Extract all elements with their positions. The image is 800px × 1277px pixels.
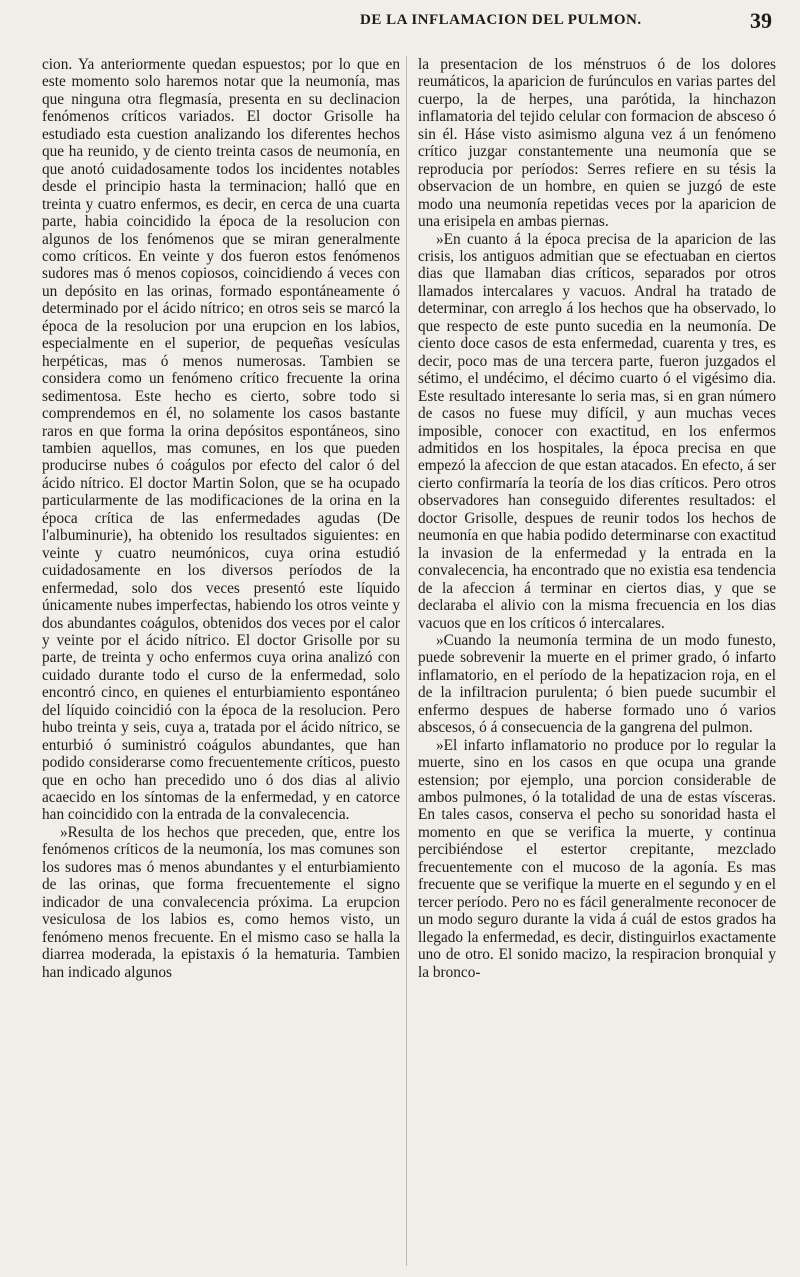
right-paragraph-3: »Cuando la neumonía termina de un modo funesto, puede sobrevenir la muerte en el primer grado, ó infarto inflamatorio, en el período de la hepatizacion roja, en el de la infiltracion purulenta; ó bien puede sucumbir el enfermo despues de haberse formado uno ó varios abscesos, ó á consecuencia de la gangrena del pulmon. — [418, 631, 776, 737]
right-paragraph-2: »En cuanto á la época precisa de la aparicion de las crisis, los antiguos admitian que se efectuaban en ciertos dias que llamaban dias críticos, separados por otros llamados intercalares y vacuos. Andral ha tratado de determinar, con arreglo á los hechos que ha observado, lo que respecto de este punto sucedia en la neumonía. De ciento doce casos de esta enfermedad, cuarenta y tres, es decir, poco mas de una tercera parte, fueron juzgados el sétimo, el undécimo, el décimo cuarto ó el vigésimo dia. Este resultado interesante lo seria mas, si en gran número de casos no fuese muy difícil, y aun muchas veces imposible, conocer con exactitud, en los enfermos admitidos en los hospitales, la época precisa en que empezó la afeccion de que estan atacados. En efecto, á ser cierto confirmaría la teoría de los dias críticos. Pero otros observadores han conseguido diferentes resultados: el doctor Grisolle, despues de reunir todos los hechos de neumonía en que habia podido determinarse con exactitud la invasion de la enfermedad y la entrada en la convalecencia, ha encontrado que no existia esa tendencia de la afeccion á terminar en ciertos dias, y que se declaraba el alivio con la misma frecuencia en los dias vacuos que en los críticos ó intercalares. — [418, 230, 776, 632]
left-paragraph-1: cion. Ya anteriormente quedan espuestos; por lo que en este momento solo haremos notar que la neumonía, mas que ninguna otra flegmasía, presenta en su declinacion fenómenos críticos variados. El doctor Grisolle ha estudiado esta cuestion analizando los diferentes hechos que ha reunido, y de ciento treinta casos de neumonía, en que anotó cuidadosamente todos los incidentes notables desde el principio hasta la terminacion; halló que en treinta y cuatro enfermos, es decir, en cerca de una cuarta parte, habia coincidido la época de la resolucion con algunos de los fenómenos que se miran generalmente como críticos. En veinte y dos fueron estos fenómenos sudores mas ó menos copiosos, coincidiendo á veces con un depósito en las orinas, formado espontáneamente ó determinado por el ácido nítrico; en otros seis se marcó la época de la resolucion por una erupcion en los labios, especialmente en el superior, de pequeñas vesículas herpéticas, mas ó menos numerosas. Tambien se considera como un fenómeno crítico frecuente la orina sedimentosa. Este hecho es cierto, sobre todo si comprendemos en él, no solamente los casos bastante raros en que forma la orina depósitos espontáneos, sino tambien aquellos, mas comunes, en los que pueden producirse nubes ó coágulos por efecto del calor ó del ácido nítrico. El doctor Martin Solon, que se ha ocupado particularmente de las modificaciones de la orina en la época crítica de las enfermedades agudas (De l'albuminurie), ha obtenido los resultados siguientes: en veinte y cuatro neumónicos, cuya orina estudió cuidadosamente en los diversos períodos de la enfermedad, solo dos veces presentó este líquido únicamente nubes imperfectas, habiendo los otros veinte y dos abundantes coágulos, obtenidos dos veces por el calor y veinte por el ácido nítrico. El doctor Grisolle por su parte, de treinta y ocho enfermos cuya orina analizó con cuidado durante todo el curso de la enfermedad, solo encontró cinco, en quienes el enturbiamiento espontáneo del líquido coincidió con la época de la resolucion. Pero hubo treinta y seis, cuya a, tratada por el ácido nítrico, se enturbió ó suministró coágulos abundantes, que han podido considerarse como frecuentemente críticos, puesto que en ocho han precedido uno ó dos dias al alivio acaecido en los síntomas de la enfermedad, y en catorce han coincidido con la entrada de la convalecencia. — [42, 56, 400, 824]
running-title: DE LA INFLAMACION DEL PULMON. — [360, 12, 642, 28]
left-paragraph-2: »Resulta de los hechos que preceden, que, entre los fenómenos críticos de la neumonía, los mas comunes son los sudores mas ó menos abundantes y el enturbiamiento de las orinas, que forma frecuentemente el signo indicador de una convalecencia próxima. La erupcion vesiculosa de los labios es, como hemos visto, un fenómeno menos frecuente. En el mismo caso se halla la diarrea moderada, la epistaxis ó la hematuria. Tambien han indicado algunos — [42, 823, 400, 981]
column-divider — [406, 56, 407, 1266]
left-column — [42, 56, 400, 1261]
page-number: 39 — [750, 8, 772, 33]
running-header — [0, 8, 800, 42]
right-paragraph-1: la presentacion de los ménstruos ó de los dolores reumáticos, la aparicion de furúnculos en varias partes del cuerpo, la de herpes, una parótida, la hinchazon inflamatoria del tejido celular con formacion de absceso ó sin él. Háse visto asimismo alguna vez á un fenómeno crítico juzgar constantemente una neumonía que se reproducia por períodos: Serres refiere en su tésis la observacion de un hombre, en quien se juzgó de este modo una neumonía repetidas veces por la aparicion de una erisipela en ambas piernas. — [418, 56, 776, 231]
right-column — [418, 56, 776, 1261]
right-paragraph-4: »El infarto inflamatorio no produce por lo regular la muerte, sino en los casos en que ocupa una grande estension; por ejemplo, una porcion considerable de ambos pulmones, ó la totalidad de una de estas vísceras. En tales casos, conserva el pecho su sonoridad hasta el momento en que se verifica la muerte, y continua percibiéndose el estertor crepitante, mezclado frecuentemente con el mucoso de la agonía. Es mas frecuente que se verifique la muerte en el segundo y en el tercer período. Pero no es fácil generalmente reconocer de un modo seguro durante la vida á cuál de estos grados ha llegado la enfermedad, es decir, distinguirlos exactamente uno de otro. El sonido macizo, la respiracion bronquial y la bronco- — [418, 736, 776, 981]
